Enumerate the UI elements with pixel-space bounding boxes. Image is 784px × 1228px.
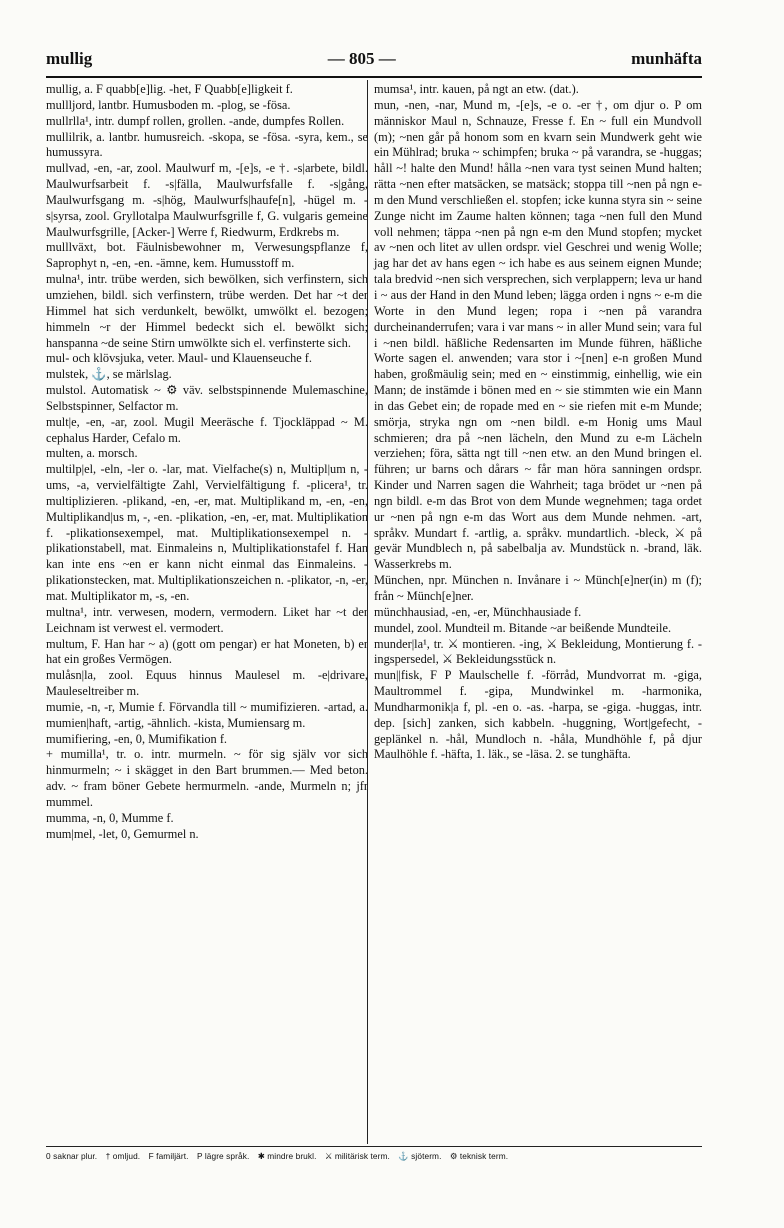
dictionary-entry: mulllväxt, bot. Fäulnisbewohner m, Verwesungspflanze f, Saprophyt n, -en, -en. -ämne, kem. Humusstoff m. bbox=[46, 240, 368, 271]
abbreviation-legend bbox=[46, 1150, 702, 1162]
dictionary-entry: mundel, zool. Mundteil m. Bitande ~ar beißende Mundteile. bbox=[374, 620, 672, 635]
footer-rule bbox=[46, 1146, 702, 1147]
dictionary-entry: mullig, a. F quabb[e]lig. -het, F Quabb[e]ligkeit f. bbox=[46, 82, 293, 96]
header-rule bbox=[46, 76, 702, 78]
page-number: — 805 — bbox=[327, 49, 396, 68]
dictionary-entry: mun||fisk, F P Maulschelle f. -förråd, Mundvorrat m. -giga, Maultrommel f. -gipa, Mundwinkel m. -harmonika, Mundharmonik|a f, pl. -en o. -as. -harpa, se -giga. -huggas, intr. dep. [sich] zanken, sich kabbeln. -huggning, Wort|gefecht, -geplänkel n. -hål, Mundloch n. -håla, Mundhöhle f, på djur Maulhöhle f. -häfta, 1. läk., se -läsa. 2. se tunghäfta. bbox=[374, 668, 702, 762]
dictionary-entry: mumifiering, -en, 0, Mumifikation f. bbox=[46, 731, 228, 746]
dictionary-entry: mumma, -n, 0, Mumme f. bbox=[46, 810, 174, 825]
dictionary-entry: mulstek, ⚓, se märlslag. bbox=[46, 367, 172, 382]
dictionary-entry: mullrlla¹, intr. dumpf rollen, grollen. -ande, dumpfes Rollen. bbox=[46, 113, 345, 128]
dictionary-entry: munder|la¹, tr. ⚔ montieren. -ing, ⚔ Bekleidung, Montierung f. -ingspersedel, ⚔ Bekleidungsstück n. bbox=[374, 636, 702, 667]
dictionary-entry: mum|mel, -let, 0, Gemurmel n. bbox=[46, 826, 199, 841]
dictionary-entry: + mumilla¹, tr. o. intr. murmeln. ~ för sig själv vor sich hinmurmeln; ~ i skägget in den Bart brummen.— Med beton. adv. ~ fram böner Gebete hermurmeln. -ande, Murmeln n; jfr mummel. bbox=[46, 747, 368, 809]
right-column bbox=[368, 82, 702, 763]
legend-item: P lägre språk. bbox=[196, 1151, 250, 1161]
dictionary-entry: München, npr. München n. Invånare i ~ Münch[e]ner(in) m (f); från ~ Münch[e]ner. bbox=[374, 573, 702, 603]
dictionary-entry: mun, -nen, -nar, Mund m, -[e]s, -e o. -er †, om djur o. P om människor Maul n, Schnauze, Fresse f. En ~ full ein Mundvoll (m); ~nen går på honom som en kvarn sein Mundwerk geht wie ein Mühlrad; bruka ~ schimpfen; bruka ~ på varandra, se -huggas; håll ~! halte den Mund! hålla ~nen vara tyst seinen Mund halten; rätta ~nen efter matsäcken, se matsäck; stoppa till ~nen på ngn e-m den Mund verschließen el. stopfen; icke kunna styra sin ~ seine Zunge nicht im Zaume halten können; taga ~nen full den Mund voll nehmen; täppa ~nen på ngn e-m den Mund stopfen; mycket av ~nen och litet av ullen ordspr. viel Geschrei und wenig Wolle; jag har det av hans egen ~ ich habe es aus seinem eignen Munde; tala bredvid ~nen sich versprechen, sich verplappern; leva ur hand i ~ aus der Hand in den Mund leben; lägga orden i ngns ~ e-m die Worte in den Mund legen; ropa i ~nen på varandra durcheinanderrufen; vara i var mans ~ in aller Mund sein; vara ful i ~nen bildl. häßliche Redensarten im Munde führen, häßliche Worte sagen el. anwenden; vara stor i ~[nen] e-n großen Mund haben, großmäulig sein; med en ~ einstimmig, einhellig, wie ein Mann; de instämde i bönen med en ~ sie stimmten wie ein Mann in das Gebet ein; de ropade med en ~ sie riefen mit e-m Munde; smörja, stryka ngn om ~nen bildl. e-m Honig ums Maul schmieren; dra på ~nen lächeln, den Mund zu e-m Lächeln verziehen; föra, sätta ngt till ~nen etw. an den Mund bringen el. führen; ur barns och dårars ~ får man höra sanningen ordspr. Kinder und Narren sagen die Wahrheit; taga brödet ur ~nen på ngn bildl. e-m das Brot von dem Munde wegnehmen; taga ordet ur ~nen på ngn e-m das Wort aus dem Munde nehmen. -art, språkv. Mundart f. -artlig, a. språkv. mundartlich. -bleck, ⚔ på gevär Mundblech n, på sabelbalja av. Mundstück n. -brand, läk. Wasserkrebs m. bbox=[374, 97, 702, 572]
dictionary-entry: mulstol. Automatisk ~ ⚙ väv. selbstspinnende Mulemaschine, Selbstspinner, Selfactor m. bbox=[46, 383, 368, 413]
header-left-word: mullig bbox=[46, 49, 93, 68]
dictionary-entry: mumsa¹, intr. kauen, på ngt an etw. (dat.). bbox=[374, 82, 579, 96]
legend-item: † omljud. bbox=[105, 1151, 141, 1161]
legend-item: ⚔ militärisk term. bbox=[324, 1151, 390, 1161]
dictionary-entry: mullvad, -en, -ar, zool. Maulwurf m, -[e]s, -e †. -s|arbete, bildl. Maulwurfsarbeit f. -s|fälla, Maulwurfsfalle f. -s|gång, Maulwurfsgang m. -s|hög, Maulwurfs|haufe[n], -hügel m. -s|syrsa, zool. Gryllotalpa Maulwurfsgrille f, G. vulgaris gemeine Maulwurfsgrille, [Acker-] Werre f, Riedwurm, Erdkrebs m. bbox=[46, 161, 368, 239]
dictionary-entry: mumie, -n, -r, Mumie f. Förvandla till ~ mumifizieren. -artad, a. mumien|haft, -artig, -ähnlich. -kista, Mumiensarg m. bbox=[46, 699, 368, 730]
legend-item: ⚙ teknisk term. bbox=[449, 1151, 509, 1161]
legend-item: F familjärt. bbox=[148, 1151, 189, 1161]
dictionary-entry: mullilrik, a. lantbr. humusreich. -skopa, se -fösa. -syra, kem., se humussyra. bbox=[46, 129, 368, 160]
dictionary-entry: mulna¹, intr. trübe werden, sich bewölken, sich verfinstern, sich umziehen, bildl. sich verfinstern, trübe werden. Det har ~t der Himmel hat sich verdunkelt, bewölkt, umwölkt el. bezogen; himmeln ~r der Himmel bedeckt sich el. bewölkt sich; hanspanna ~de seine Stirn umwölkte sich el. verfinsterte sich. bbox=[46, 272, 368, 350]
dictionary-entry: mul- och klövsjuka, veter. Maul- und Klauenseuche f. bbox=[46, 351, 313, 366]
left-column bbox=[46, 82, 368, 843]
dictionary-entry: mult|e, -en, -ar, zool. Mugil Meeräsche f. Tjockläppad ~ M. cephalus Harder, Cefalo m. bbox=[46, 414, 368, 445]
dictionary-entry: multum, F. Han har ~ a) (gott om pengar) er hat Moneten, b) er hat ein großes Vermögen. bbox=[46, 636, 368, 667]
dictionary-entry: multen, a. morsch. bbox=[46, 446, 138, 461]
dictionary-entry: mullljord, lantbr. Humusboden m. -plog, se -fösa. bbox=[46, 97, 291, 112]
dictionary-entry: multna¹, intr. verwesen, modern, vermodern. Liket har ~t der Leichnam ist verwest el. vermodert. bbox=[46, 604, 368, 635]
header-right-word: munhäfta bbox=[631, 49, 702, 68]
dictionary-entry: multilp|el, -eln, -ler o. -lar, mat. Vielfache(s) n, Multipl|um n, -ums, -a, vervielfältigte Zahl, Vervielfältigung f. -plicera¹, tr. multiplizieren. -plikand, -en, -er, mat. Multiplikand m, -en, -en, Multiplikand|us m, -, -en. -plikation, -en, -er, mat. Multiplikation f. -plikationsexempel, mat. Multiplikationsexempel n. -plikationstabell, mat. Einmaleins n, Multiplikationstafel f. Han kan inte ens ~en er kann nicht einmal das Einmaleins. -plikationstecken, mat. Multiplikationszeichen n. -plikator, -n, -er, mat. Multiplikator m, -s, -en. bbox=[46, 462, 368, 603]
dictionary-entry: münchhausiad, -en, -er, Münchhausiade f. bbox=[374, 604, 582, 619]
legend-item: ✱ mindre brukl. bbox=[257, 1151, 317, 1161]
page-header bbox=[46, 46, 702, 72]
legend-item: ⚓ sjöterm. bbox=[398, 1151, 442, 1161]
legend-item: 0 saknar plur. bbox=[46, 1151, 98, 1161]
dictionary-entry: mulåsn|la, zool. Equus hinnus Maulesel m. -e|drivare, Mauleseltreiber m. bbox=[46, 668, 368, 699]
